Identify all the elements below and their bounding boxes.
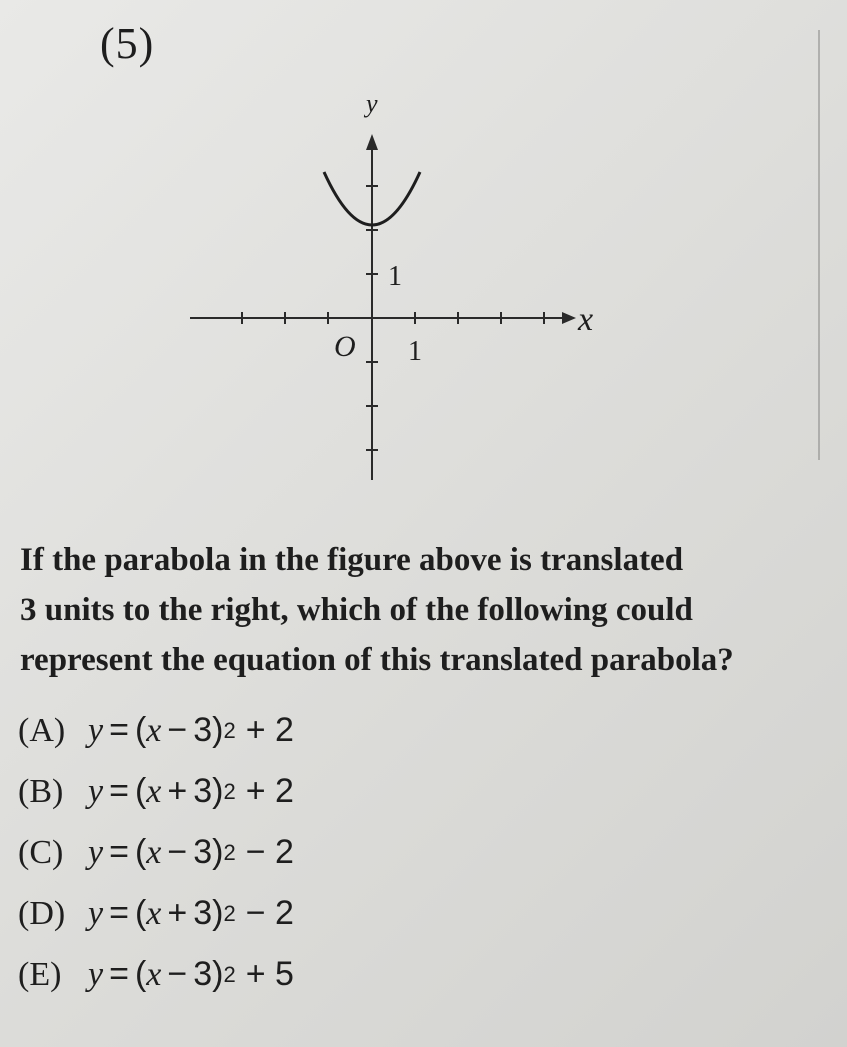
eq-open-paren: (	[134, 833, 147, 871]
x-tick-label: 1	[408, 336, 422, 367]
eq-tail: − 2	[245, 894, 294, 932]
eq-lhs: y	[88, 772, 104, 810]
question-line: represent the equation of this translated parabola?	[20, 642, 734, 678]
eq-num: 3)	[193, 711, 224, 749]
choice-letter: (E)	[18, 955, 62, 993]
eq-open-paren: (	[134, 894, 147, 932]
question-number: (5)	[100, 19, 155, 68]
answer-choices	[18, 700, 294, 1005]
eq-equals: =	[109, 955, 129, 993]
eq-tail: + 5	[245, 955, 294, 993]
eq-open-paren: (	[134, 711, 147, 749]
choice-a[interactable]: (A) y = ( x − 3) 2 + 2	[18, 711, 294, 749]
eq-lhs: y	[88, 894, 104, 932]
eq-tail: + 2	[245, 711, 294, 749]
eq-op: −	[167, 955, 188, 993]
question-text	[20, 535, 830, 685]
eq-tail: + 2	[245, 772, 294, 810]
eq-var: x	[146, 833, 162, 871]
choice-letter: (B)	[18, 772, 64, 810]
choice-b[interactable]: (B) y = ( x + 3) 2 + 2	[18, 772, 294, 810]
eq-equals: =	[109, 711, 129, 749]
eq-op: +	[167, 894, 188, 932]
eq-equals: =	[109, 833, 129, 871]
eq-num: 3)	[193, 955, 224, 993]
choice-letter: (D)	[18, 894, 66, 932]
eq-num: 3)	[193, 772, 224, 810]
question-line: If the parabola in the figure above is translated	[20, 542, 684, 578]
parabola-figure	[190, 90, 610, 490]
eq-open-paren: (	[134, 955, 147, 993]
eq-lhs: y	[88, 955, 104, 993]
eq-op: −	[167, 711, 188, 749]
choice-c[interactable]: (C) y = ( x − 3) 2 − 2	[18, 833, 294, 871]
eq-op: +	[167, 772, 188, 810]
origin-label: O	[334, 330, 356, 363]
choice-letter: (C)	[18, 833, 64, 871]
eq-num: 3)	[193, 894, 224, 932]
page-edge-shadow	[818, 30, 820, 460]
eq-lhs: y	[88, 833, 104, 871]
eq-equals: =	[109, 894, 129, 932]
choice-e[interactable]: (E) y = ( x − 3) 2 + 5	[18, 955, 294, 993]
x-axis-label: x	[578, 301, 594, 338]
y-tick-label: 1	[388, 261, 402, 292]
eq-var: x	[146, 711, 162, 749]
eq-open-paren: (	[134, 772, 147, 810]
eq-num: 3)	[193, 833, 224, 871]
eq-op: −	[167, 833, 188, 871]
eq-var: x	[146, 894, 162, 932]
x-axis-arrow	[562, 312, 576, 324]
eq-tail: − 2	[245, 833, 294, 871]
question-line: 3 units to the right, which of the following could	[20, 592, 693, 628]
choice-letter: (A)	[18, 711, 66, 749]
choice-d[interactable]: (D) y = ( x + 3) 2 − 2	[18, 894, 294, 932]
eq-equals: =	[109, 772, 129, 810]
eq-var: x	[146, 772, 162, 810]
y-axis-arrow	[366, 134, 378, 150]
eq-var: x	[146, 955, 162, 993]
y-axis-label: y	[366, 90, 378, 118]
eq-lhs: y	[88, 711, 104, 749]
